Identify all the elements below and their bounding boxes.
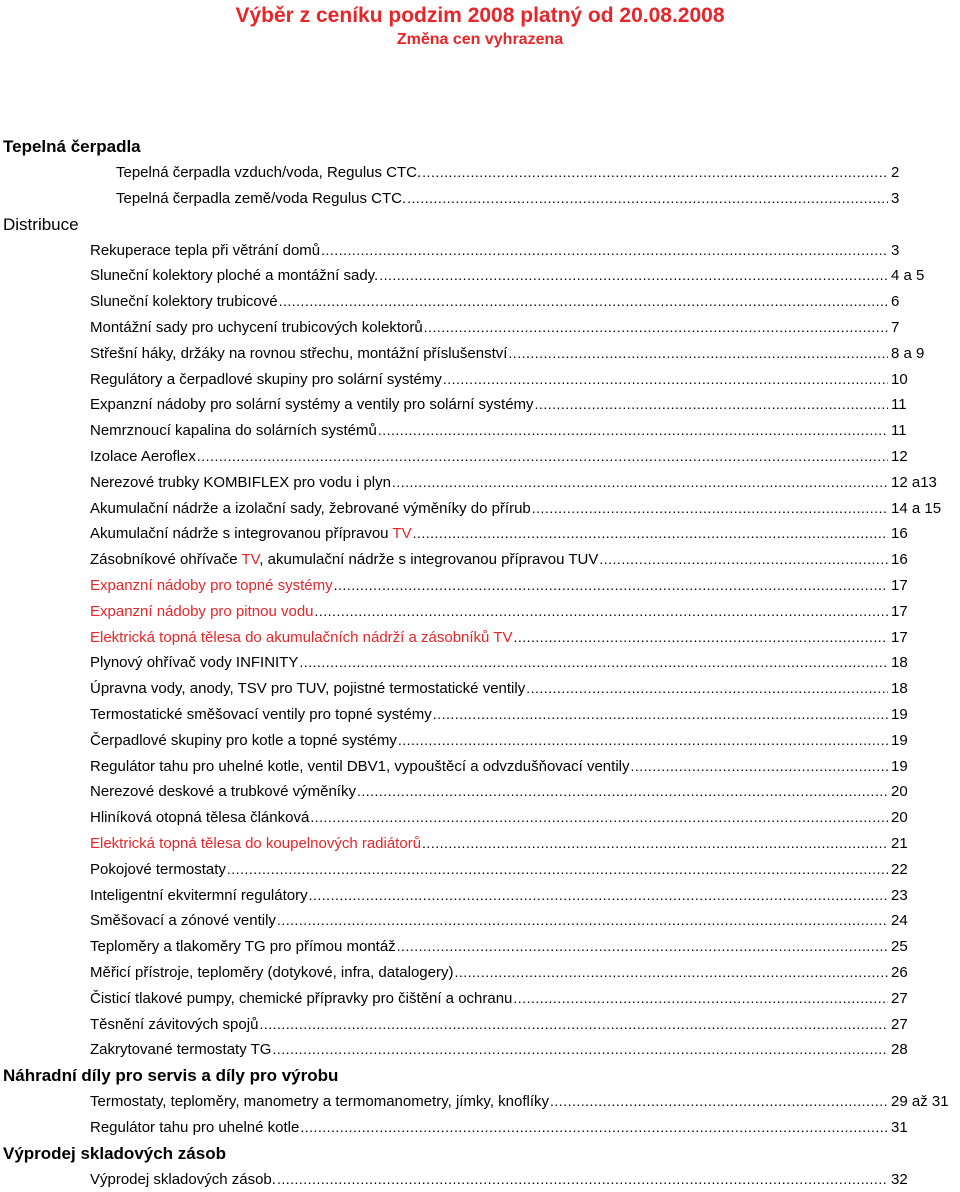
toc-entry-label-text: Těsnění závitových spojů bbox=[90, 1015, 259, 1033]
toc-entry-row bbox=[90, 599, 888, 625]
toc-entry[interactable] bbox=[0, 960, 960, 986]
toc-entry-label-text: Pokojové termostaty bbox=[90, 860, 226, 878]
toc-entry-label-text: Sluneční kolektory trubicové bbox=[90, 293, 278, 311]
toc-entry-page-number: 8 a 9 bbox=[891, 344, 925, 362]
toc-entry-label-text: Teploměry a tlakoměry TG pro přímou montáž bbox=[90, 938, 396, 956]
toc-entry-page-number: 17 bbox=[891, 628, 908, 646]
toc-entry-page-number: 27 bbox=[891, 989, 908, 1007]
toc-entry-row bbox=[90, 676, 888, 702]
toc-entry-row bbox=[90, 625, 888, 651]
toc-entry-label-text: Sluneční kolektory ploché a montážní sady. bbox=[90, 267, 379, 285]
toc-entry[interactable] bbox=[0, 547, 960, 573]
toc-entry[interactable] bbox=[0, 883, 960, 909]
dot-leader bbox=[378, 418, 888, 444]
toc-entry-page-number: 4 a 5 bbox=[891, 267, 925, 285]
dot-leader bbox=[227, 857, 888, 883]
toc-entry-page-number: 24 bbox=[891, 912, 908, 930]
toc-entry-label-text: Regulátor tahu pro uhelné kotle bbox=[90, 1118, 300, 1136]
toc-entry-label-text: Úpravna vody, anody, TSV pro TUV, pojistné termostatické ventily bbox=[90, 680, 526, 698]
dot-leader bbox=[526, 676, 888, 702]
toc-entry-page-number: 10 bbox=[891, 370, 908, 388]
toc-entry-row bbox=[90, 779, 888, 805]
toc-entry-label bbox=[90, 831, 421, 857]
toc-entry-label bbox=[90, 341, 507, 367]
toc-entry-label-text: Plynový ohřívač vody INFINITY bbox=[90, 654, 299, 672]
toc-entry[interactable] bbox=[0, 754, 960, 780]
toc-entry-row bbox=[90, 521, 888, 547]
section-heading: Výprodej skladových zásob bbox=[3, 1143, 226, 1163]
toc-entry[interactable] bbox=[0, 831, 960, 857]
toc-entry[interactable] bbox=[0, 186, 960, 212]
toc-entry-page-number: 18 bbox=[891, 680, 908, 698]
toc-entry-label-text: Akumulační nádrže s integrovanou přípravou bbox=[90, 525, 389, 543]
section-heading: Tepelná čerpadla bbox=[3, 137, 141, 156]
toc-entry-page-number: 3 bbox=[891, 241, 900, 259]
toc-entry-label-text: Tepelná čerpadla země/voda Regulus CTC. bbox=[116, 189, 407, 207]
table-of-contents bbox=[0, 134, 960, 1192]
toc-entry[interactable] bbox=[0, 1012, 960, 1038]
toc-entry-row bbox=[90, 883, 888, 909]
toc-entry[interactable] bbox=[0, 908, 960, 934]
dot-leader bbox=[277, 908, 888, 934]
toc-entry-row bbox=[90, 418, 888, 444]
toc-entry-label-text: Nerezové deskové a trubkové výměníky bbox=[90, 783, 356, 801]
toc-entry-label-text: Izolace Aeroflex bbox=[90, 447, 196, 465]
toc-entry-page-number: 25 bbox=[891, 938, 908, 956]
toc-entry-label-text: Montážní sady pro uchycení trubicových kolektorů bbox=[90, 318, 423, 336]
section-heading: Distribuce bbox=[3, 214, 79, 234]
toc-entry-row bbox=[90, 1037, 888, 1063]
dot-leader bbox=[321, 238, 888, 264]
toc-entry-label-text: Regulátory a čerpadlové skupiny pro solární systémy bbox=[90, 370, 442, 388]
toc-entry-label bbox=[90, 650, 298, 676]
toc-entry[interactable] bbox=[0, 986, 960, 1012]
toc-entry-label bbox=[90, 805, 309, 831]
dot-leader bbox=[310, 805, 888, 831]
toc-entry-label-highlight: TV bbox=[392, 525, 412, 543]
toc-entry-row bbox=[90, 392, 888, 418]
toc-entry-label-text: Zásobníkové ohřívače bbox=[90, 551, 238, 569]
toc-entry[interactable] bbox=[0, 160, 960, 186]
toc-entry-row bbox=[90, 857, 888, 883]
toc-entry-row bbox=[90, 573, 888, 599]
toc-entry-page-number: 18 bbox=[891, 654, 908, 672]
toc-entry-label bbox=[90, 1012, 258, 1038]
dot-leader bbox=[443, 367, 888, 393]
toc-entry-page-number: 32 bbox=[891, 1170, 908, 1188]
dot-leader bbox=[513, 625, 888, 651]
dot-leader bbox=[197, 444, 888, 470]
toc-entry-page-number: 11 bbox=[891, 422, 907, 440]
toc-entry-label-text: Čisticí tlakové pumpy, chemické přípravky pro čištění a ochranu bbox=[90, 989, 513, 1007]
toc-entry-row bbox=[90, 263, 888, 289]
toc-entry-label-text: Směšovací a zónové ventily bbox=[90, 912, 276, 930]
dot-leader bbox=[422, 831, 888, 857]
dot-leader bbox=[424, 315, 888, 341]
toc-entry-page-number: 11 bbox=[891, 396, 907, 414]
toc-entry-page-number: 6 bbox=[891, 293, 900, 311]
toc-entry-label bbox=[90, 908, 276, 934]
toc-entry-label-text: Elektrická topná tělesa do akumulačních nádrží a zásobníků TV bbox=[90, 628, 513, 646]
toc-entry-page-number: 27 bbox=[891, 1015, 908, 1033]
toc-entry-label-highlight: TV bbox=[241, 551, 260, 569]
toc-entry-row bbox=[90, 367, 888, 393]
toc-entry[interactable] bbox=[0, 238, 960, 264]
toc-entry-label-text: Hliníková otopná tělesa článková bbox=[90, 809, 310, 827]
toc-entry[interactable] bbox=[0, 289, 960, 315]
toc-entry-label bbox=[90, 392, 534, 418]
document-header bbox=[0, 4, 960, 51]
dot-leader bbox=[334, 573, 888, 599]
toc-entry-label bbox=[116, 186, 406, 212]
document-title: Výběr z ceníku podzim 2008 platný od 20.08.2008 bbox=[235, 4, 725, 27]
toc-entry-page-number: 31 bbox=[891, 1118, 908, 1136]
toc-entry-row bbox=[90, 960, 888, 986]
toc-entry-label bbox=[90, 547, 598, 573]
toc-entry-page-number: 29 až 31 bbox=[891, 1093, 949, 1111]
dot-leader bbox=[599, 547, 888, 573]
dot-leader bbox=[550, 1089, 888, 1115]
toc-entry-label-text: Akumulační nádrže a izolační sady, žebrované výměníky do přírub bbox=[90, 499, 531, 517]
toc-entry-label bbox=[90, 238, 320, 264]
toc-entry[interactable] bbox=[0, 1089, 960, 1115]
toc-entry-row bbox=[90, 315, 888, 341]
toc-entry[interactable] bbox=[0, 702, 960, 728]
toc-entry[interactable] bbox=[0, 934, 960, 960]
toc-entry-label-text: Expanzní nádoby pro topné systémy bbox=[90, 576, 333, 594]
toc-entry[interactable] bbox=[0, 676, 960, 702]
toc-entry[interactable] bbox=[0, 573, 960, 599]
toc-entry[interactable] bbox=[0, 857, 960, 883]
dot-leader bbox=[454, 960, 888, 986]
toc-entry-row bbox=[90, 934, 888, 960]
toc-entry-label bbox=[116, 160, 421, 186]
toc-entry-label bbox=[90, 986, 512, 1012]
toc-entry[interactable] bbox=[0, 418, 960, 444]
dot-leader bbox=[300, 1115, 888, 1141]
toc-entry-label bbox=[90, 1089, 549, 1115]
toc-entry-label bbox=[90, 625, 512, 651]
dot-leader bbox=[535, 392, 888, 418]
toc-entry[interactable] bbox=[0, 392, 960, 418]
toc-entry-page-number: 12 a13 bbox=[891, 473, 937, 491]
toc-entry-label bbox=[90, 599, 314, 625]
toc-entry-row bbox=[90, 831, 888, 857]
toc-entry-label-text: Regulátor tahu pro uhelné kotle, ventil DBV1, vypouštěcí a odvzdušňovací ventily bbox=[90, 757, 630, 775]
toc-entry-label-text: Tepelná čerpadla vzduch/voda, Regulus CTC. bbox=[116, 164, 422, 181]
toc-entry-label bbox=[90, 289, 278, 315]
toc-entry-row bbox=[90, 1089, 888, 1115]
dot-leader bbox=[508, 341, 888, 367]
toc-entry-row bbox=[90, 650, 888, 676]
toc-entry-label bbox=[90, 934, 396, 960]
toc-entry-label bbox=[90, 470, 391, 496]
toc-entry-label-text: Zakrytované termostaty TG bbox=[90, 1041, 272, 1059]
toc-entry-label-tail: , akumulační nádrže s integrovanou přípravou TUV bbox=[259, 551, 599, 569]
dot-leader bbox=[259, 1012, 888, 1038]
toc-entry-row bbox=[90, 470, 888, 496]
toc-entry-label bbox=[90, 754, 629, 780]
toc-entry[interactable] bbox=[0, 625, 960, 651]
toc-entry[interactable] bbox=[0, 367, 960, 393]
toc-entry-page-number: 20 bbox=[891, 783, 908, 801]
toc-entry-label bbox=[90, 444, 196, 470]
toc-entry-page-number: 14 a 15 bbox=[891, 499, 942, 517]
toc-entry-page-number: 19 bbox=[891, 757, 908, 775]
toc-entry-label bbox=[90, 1037, 271, 1063]
toc-entry-row bbox=[90, 289, 888, 315]
dot-leader bbox=[379, 263, 888, 289]
dot-leader bbox=[272, 1037, 888, 1063]
dot-leader bbox=[315, 599, 889, 625]
toc-entry-label-text: Termostaty, teploměry, manometry a termomanometry, jímky, knoflíky bbox=[90, 1093, 550, 1111]
dot-leader bbox=[392, 470, 888, 496]
toc-entry[interactable] bbox=[0, 521, 960, 547]
toc-entry-row bbox=[90, 908, 888, 934]
toc-entry-page-number: 16 bbox=[891, 525, 908, 543]
toc-entry-page-number: 22 bbox=[891, 860, 908, 878]
toc-entry-label-text: Střešní háky, držáky na rovnou střechu, montážní příslušenství bbox=[90, 344, 508, 362]
toc-entry-row bbox=[90, 444, 888, 470]
toc-entry-label bbox=[90, 883, 308, 909]
toc-entry-page-number: 12 bbox=[891, 447, 908, 465]
toc-entry[interactable] bbox=[0, 728, 960, 754]
toc-entry-label bbox=[90, 367, 442, 393]
dot-leader bbox=[407, 186, 888, 212]
toc-entry-label-text: Inteligentní ekvitermní regulátory bbox=[90, 886, 308, 904]
toc-entry[interactable] bbox=[0, 496, 960, 522]
dot-leader bbox=[397, 934, 888, 960]
toc-entry-label-text: Expanzní nádoby pro solární systémy a ventily pro solární systémy bbox=[90, 396, 534, 414]
toc-entry-row bbox=[90, 496, 888, 522]
toc-entry-label bbox=[90, 728, 397, 754]
toc-entry[interactable] bbox=[0, 1115, 960, 1141]
toc-entry-row bbox=[90, 1115, 888, 1141]
toc-entry-label-text: Termostatické směšovací ventily pro topné systémy bbox=[90, 705, 432, 723]
toc-entry-page-number: 23 bbox=[891, 886, 908, 904]
toc-entry-page-number: 21 bbox=[891, 834, 908, 852]
toc-entry-label bbox=[90, 702, 432, 728]
toc-entry-label-text: Čerpadlové skupiny pro kotle a topné systémy bbox=[90, 731, 397, 749]
toc-entry-page-number: 16 bbox=[891, 551, 908, 569]
toc-entry[interactable] bbox=[0, 805, 960, 831]
toc-entry-label-text: Elektrická topná tělesa do koupelnových radiátorů bbox=[90, 834, 422, 852]
dot-leader bbox=[279, 289, 888, 315]
dot-leader bbox=[413, 521, 888, 547]
toc-entry-row bbox=[90, 547, 888, 573]
toc-entry-row bbox=[90, 1012, 888, 1038]
dot-leader bbox=[277, 1167, 888, 1192]
toc-entry-page-number: 17 bbox=[891, 602, 908, 620]
toc-entry-label bbox=[90, 1167, 276, 1192]
toc-entry-row bbox=[90, 341, 888, 367]
toc-entry-row bbox=[90, 754, 888, 780]
toc-entry[interactable] bbox=[0, 263, 960, 289]
toc-entry-label bbox=[90, 315, 423, 341]
toc-entry-page-number: 20 bbox=[891, 809, 908, 827]
toc-entry[interactable] bbox=[0, 779, 960, 805]
toc-entry-row bbox=[90, 702, 888, 728]
toc-entry-label bbox=[90, 1115, 299, 1141]
toc-entry[interactable] bbox=[0, 470, 960, 496]
toc-entry-label-text: Rekuperace tepla při větrání domů bbox=[90, 241, 321, 259]
toc-entry-label bbox=[90, 263, 378, 289]
dot-leader bbox=[299, 650, 888, 676]
toc-entry[interactable] bbox=[0, 444, 960, 470]
toc-entry-label bbox=[90, 960, 453, 986]
toc-entry[interactable] bbox=[0, 1167, 960, 1192]
toc-entry-label-text: Výprodej skladových zásob. bbox=[90, 1170, 276, 1188]
dot-leader bbox=[309, 883, 888, 909]
toc-entry-label bbox=[90, 676, 525, 702]
toc-entry[interactable] bbox=[0, 650, 960, 676]
toc-entry-label bbox=[90, 496, 531, 522]
document-subtitle: Změna cen vyhrazena bbox=[396, 31, 564, 48]
toc-entry-label bbox=[90, 418, 377, 444]
toc-entry-page-number: 28 bbox=[891, 1041, 908, 1059]
toc-entry-row bbox=[90, 728, 888, 754]
toc-entry-page-number: 19 bbox=[891, 731, 908, 749]
toc-entry-page-number: 2 bbox=[891, 164, 900, 181]
toc-entry-label-text: Nemrznoucí kapalina do solárních systémů bbox=[90, 422, 377, 440]
toc-entry-page-number: 19 bbox=[891, 705, 908, 723]
toc-entry-label bbox=[90, 573, 333, 599]
toc-entry[interactable] bbox=[0, 1037, 960, 1063]
toc-entry-row bbox=[90, 238, 888, 264]
toc-entry-page-number: 7 bbox=[891, 318, 900, 336]
toc-entry-row bbox=[116, 186, 888, 212]
dot-leader bbox=[532, 496, 888, 522]
toc-entry[interactable] bbox=[0, 341, 960, 367]
dot-leader bbox=[398, 728, 888, 754]
toc-entry-label-text: Expanzní nádoby pro pitnou vodu bbox=[90, 602, 314, 620]
dot-leader bbox=[357, 779, 888, 805]
toc-entry[interactable] bbox=[0, 599, 960, 625]
toc-entry-label bbox=[90, 521, 412, 547]
toc-entry-label bbox=[90, 779, 356, 805]
toc-entry[interactable] bbox=[0, 315, 960, 341]
toc-entry-page-number: 3 bbox=[891, 189, 900, 207]
toc-entry-label-text: Měřicí přístroje, teploměry (dotykové, infra, datalogery) bbox=[90, 963, 454, 981]
section-heading: Náhradní díly pro servis a díly pro výrobu bbox=[3, 1066, 339, 1086]
toc-entry-label-text: Nerezové trubky KOMBIFLEX pro vodu i plyn bbox=[90, 473, 391, 491]
dot-leader bbox=[513, 986, 888, 1012]
toc-entry-page-number: 17 bbox=[891, 576, 908, 594]
toc-entry-row bbox=[90, 1167, 888, 1192]
toc-entry-label bbox=[90, 857, 226, 883]
toc-entry-row bbox=[116, 160, 888, 186]
dot-leader bbox=[422, 160, 888, 186]
dot-leader bbox=[433, 702, 888, 728]
toc-entry-row bbox=[90, 805, 888, 831]
toc-entry-row bbox=[90, 986, 888, 1012]
dot-leader bbox=[630, 754, 888, 780]
toc-entry-page-number: 26 bbox=[891, 963, 908, 981]
